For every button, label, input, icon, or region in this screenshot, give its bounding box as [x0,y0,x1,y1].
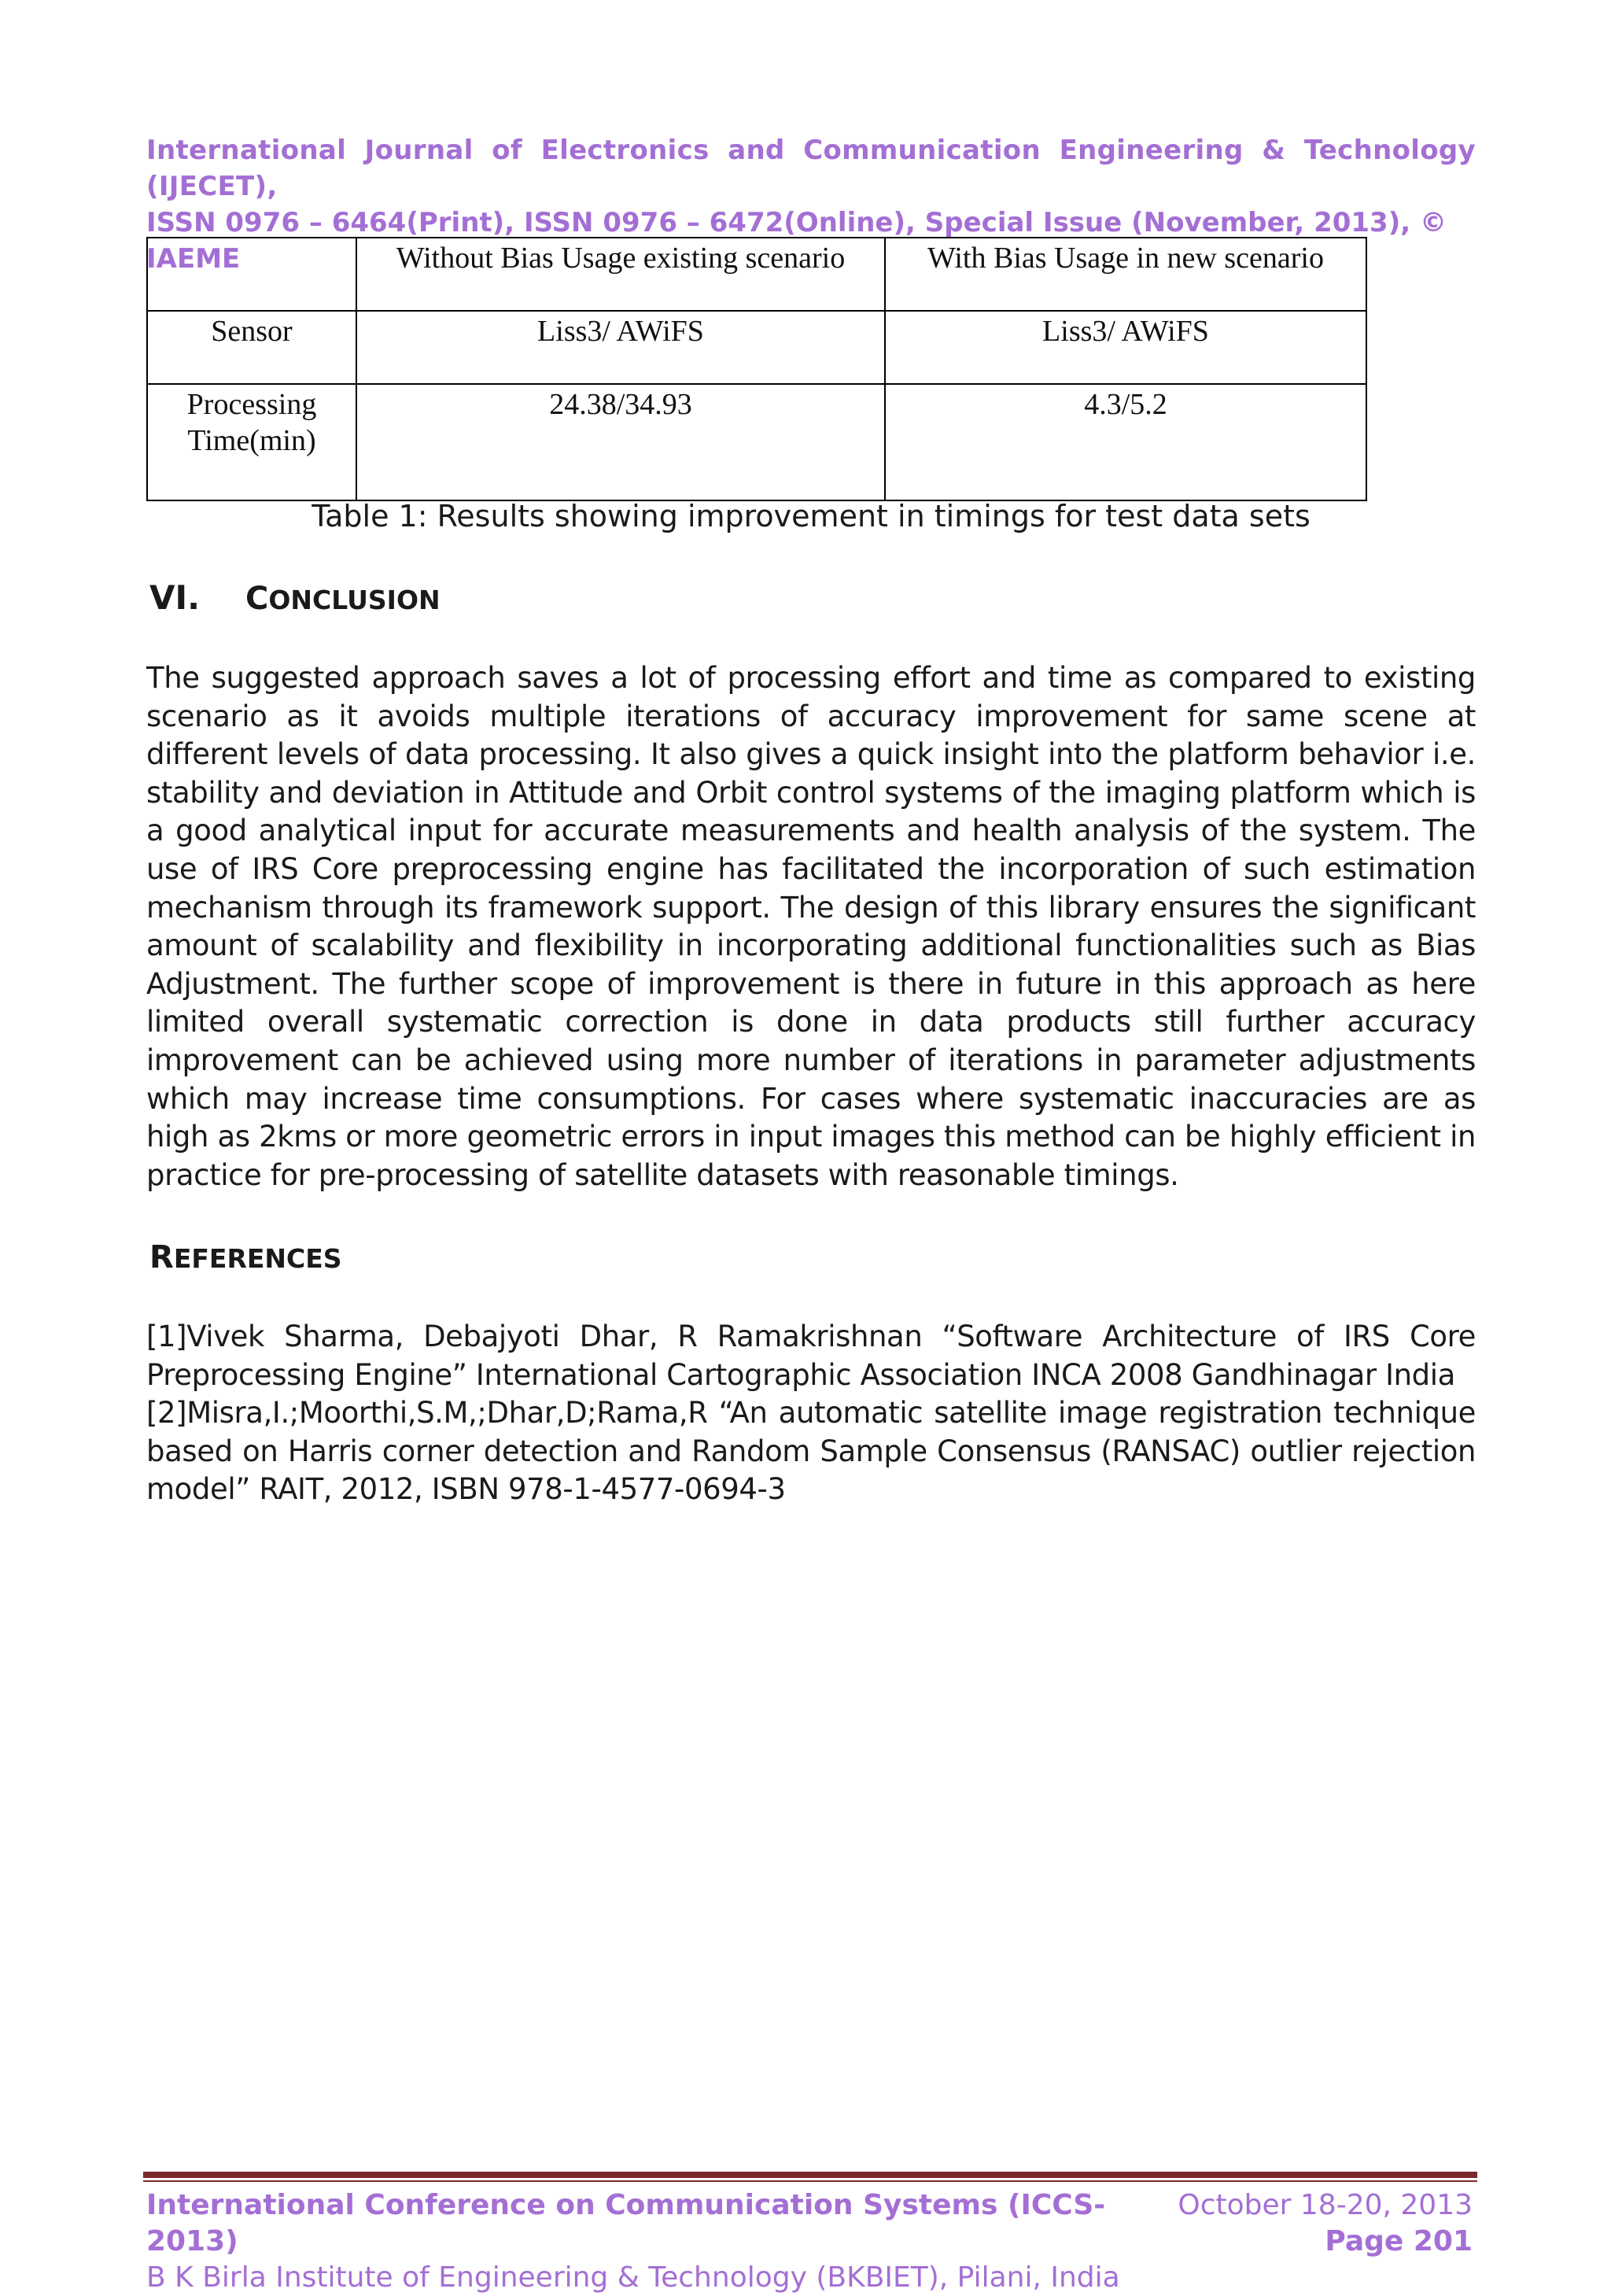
results-table [146,237,1367,501]
conclusion-heading [149,578,441,620]
footer-conference: International Conference on Communication Systems (ICCS-2013) [146,2189,1106,2257]
table-header-without-bias: Without Bias Usage existing scenario [356,238,885,311]
journal-header-line2: ISSN 0976 – 6464(Print), ISSN 0976 – 6472(Online), Special Issue (November, 2013), © IAEME [146,207,1447,275]
table-row-label-sensor: Sensor [147,311,356,384]
section-title-initial: C [245,581,269,617]
footer-institute: B K Birla Institute of Engineering & Technology (BKBIET), Pilani, India [146,2261,1120,2294]
label-line: Time(min) [187,424,316,457]
section-title-rest: EFERENCES [173,1243,342,1274]
table-header-empty [147,238,356,311]
table-header-with-bias: With Bias Usage in new scenario [885,238,1366,311]
section-title-initial: R [149,1239,174,1275]
table-caption: Table 1: Results showing improvement in timings for test data sets [312,499,1311,533]
footer-date: October 18-20, 2013 [1178,2189,1473,2221]
footer-conference-info [146,2187,1169,2296]
table-cell: 24.38/34.93 [356,384,885,500]
footer-date-page [1079,2187,1473,2260]
journal-header-line1: International Journal of Electronics and Communication Engineering & Technology (IJECET), [146,135,1476,202]
table-cell: Liss3/ AWiFS [356,311,885,384]
reference-item: [1]Vivek Sharma, Debajyoti Dhar, R Ramakrishnan “Software Architecture of IRS Core Preprocessing Engine” International Cartographic Association INCA 2008 Gandhinagar India [146,1320,1476,1392]
footer-divider [143,2172,1477,2182]
references-heading [149,1238,342,1279]
section-title-rest: ONCLUSION [268,585,441,615]
table-header-row [147,238,1366,311]
table-row [147,311,1366,384]
table-cell: Liss3/ AWiFS [885,311,1366,384]
table-cell: 4.3/5.2 [885,384,1366,500]
section-number: VI. [149,578,201,617]
conclusion-paragraph: The suggested approach saves a lot of processing effort and time as compared to existing scenario as it avoids multiple iterations of accuracy improvement for same scene at different levels of data processing. It also gives a quick insight into the platform behavior i.e. stability and deviation in Attitude and Orbit control systems of the imaging platform which is a good analytical input for accurate measurements and health analysis of the system. The use of IRS Core preprocessing engine has facilitated the incorporation of such estimation mechanism through its framework support. The design of this library ensures the significant amount of scalability and flexibility in incorporating additional functionalities such as Bias Adjustment. The further scope of improvement is there in future in this approach as here limited overall systematic correction is done in data products still further accuracy improvement can be achieved using more number of iterations in parameter adjustments which may increase time consumptions. For cases where systematic inaccuracies are as high as 2kms or more geometric errors in input images this method can be highly efficient in practice for pre-processing of satellite datasets with reasonable timings. [146,661,1476,1192]
references-list [146,1318,1476,1509]
page-number: Page 201 [1325,2225,1473,2257]
reference-item: [2]Misra,I.;Moorthi,S.M,;Dhar,D;Rama,R “An automatic satellite image registration technique based on Harris corner detection and Random Sample Consensus (RANSAC) outlier rejection model” RAIT, 2012, ISBN 978-1-4577-0694-3 [146,1396,1476,1507]
table-row-label-processing-time [147,384,356,500]
table-row [147,384,1366,500]
label-line: Processing [186,388,317,421]
